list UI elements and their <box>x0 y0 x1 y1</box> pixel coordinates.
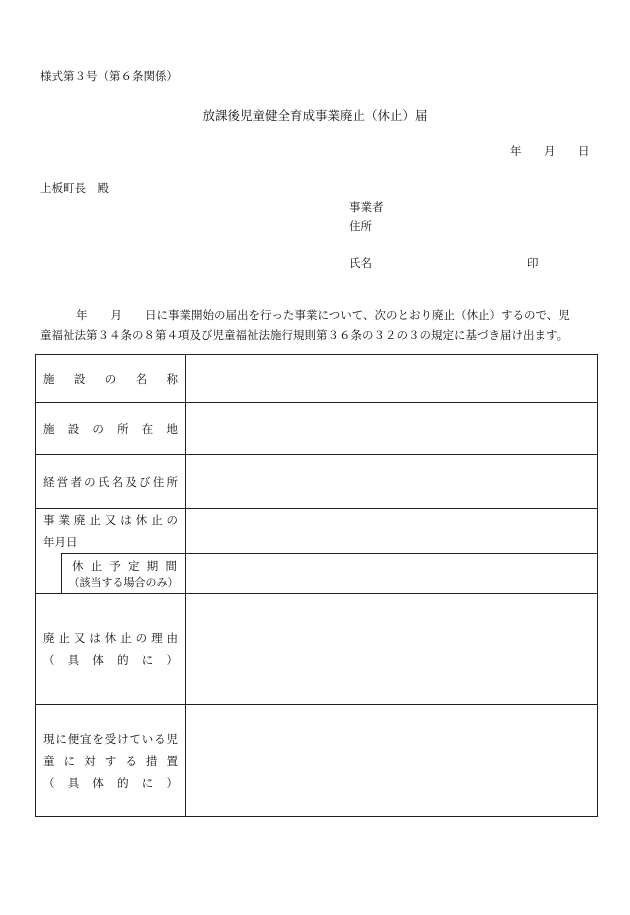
reason-label-text <box>36 627 185 671</box>
label-char: 称 <box>166 371 178 386</box>
label-char: い <box>141 731 154 746</box>
label-char: 氏 <box>97 474 110 489</box>
label-char: 的 <box>117 775 129 790</box>
label-char: す <box>104 753 117 768</box>
suspension-period-field[interactable] <box>186 554 598 594</box>
applicant-name-label: 氏名 <box>349 256 372 270</box>
label-char: 名 <box>111 474 124 489</box>
suspension-period-label <box>62 554 186 594</box>
label-char: 対 <box>84 753 96 768</box>
label-char: 受 <box>104 731 117 746</box>
label-char: 止 <box>151 513 163 527</box>
label-char: 設 <box>67 421 80 436</box>
label-char: 名 <box>135 371 148 386</box>
label-char: 経 <box>43 474 55 489</box>
addressee: 上板町長 殿 <box>40 181 109 195</box>
label-char: 所 <box>117 421 129 436</box>
body-text-line-1: 年 月 日に事業開始の届出を行った事業について、次のとおり廃止（休止）するので、児 <box>76 308 570 322</box>
label-char: 予 <box>109 558 121 573</box>
operator-label <box>36 455 186 509</box>
date-day-label: 日 <box>578 144 590 158</box>
label-char: は <box>120 513 132 527</box>
label-char: 休 <box>135 513 148 527</box>
table-row <box>36 554 598 594</box>
facility-location-label <box>36 403 186 455</box>
table-row <box>36 594 598 705</box>
reason-field[interactable] <box>186 594 598 705</box>
label-char: の <box>104 371 117 386</box>
facility-name-label-text <box>36 371 185 387</box>
label-char: 便 <box>67 731 80 746</box>
label-char: に <box>55 731 67 746</box>
facility-name-label <box>36 355 186 403</box>
form-title: 放課後児童健全育成事業廃止（休止）届 <box>202 108 428 123</box>
operator-label-text <box>36 474 185 490</box>
label-char: 期 <box>146 558 159 573</box>
label-char: る <box>125 753 137 768</box>
label-char: に <box>141 653 154 667</box>
table-row <box>36 355 598 403</box>
label-char: 児 <box>166 731 178 746</box>
label-char: ） <box>166 775 178 790</box>
label-char: 置 <box>166 753 178 768</box>
measures-line-1 <box>43 728 178 750</box>
abolition-date-label <box>36 509 186 554</box>
date-month-label: 月 <box>544 144 556 158</box>
label-char: に <box>63 753 76 768</box>
suspension-period-line-2: （該当する場合のみ） <box>68 575 179 589</box>
label-char: ） <box>166 653 178 667</box>
label-char: け <box>117 731 129 746</box>
label-char: の <box>84 474 96 489</box>
measures-label <box>36 705 186 817</box>
label-char: 体 <box>92 775 104 790</box>
label-char: 廃 <box>43 631 55 645</box>
measures-label-text <box>36 728 185 794</box>
measures-field[interactable] <box>186 705 598 817</box>
label-char: 又 <box>104 513 117 527</box>
label-char: 廃 <box>73 513 86 527</box>
label-char: 及 <box>125 474 137 489</box>
label-char: 宜 <box>80 731 92 746</box>
label-char: は <box>89 631 101 645</box>
measures-line-3 <box>43 772 178 794</box>
abolition-date-field[interactable] <box>186 509 598 554</box>
operator-field[interactable] <box>186 455 598 509</box>
applicant-address-label: 住所 <box>349 219 372 233</box>
label-char: 的 <box>117 653 129 667</box>
abolition-date-label-text <box>36 509 185 553</box>
label-char: 事 <box>43 513 55 527</box>
table-row <box>36 403 598 455</box>
label-char: び <box>139 474 151 489</box>
suspension-period-line-1 <box>62 558 185 574</box>
label-char: 理 <box>151 631 163 645</box>
label-char: て <box>129 731 141 746</box>
reason-line-2 <box>43 649 178 671</box>
label-char: 営 <box>56 474 69 489</box>
label-char: 定 <box>128 558 140 573</box>
label-char: 由 <box>166 631 178 645</box>
abolition-date-line-2: 年月日 <box>43 535 78 549</box>
label-char: の <box>135 631 148 645</box>
label-char: 在 <box>141 421 154 436</box>
label-char: 止 <box>90 558 103 573</box>
label-char: 休 <box>72 558 84 573</box>
facility-location-field[interactable] <box>186 403 598 455</box>
label-char: 間 <box>165 558 177 573</box>
table-row <box>36 509 598 554</box>
indent-spacer <box>36 554 62 594</box>
body-text-line-2: 童福祉法第３４条の８第４項及び児童福祉法施行規則第３６条の３２の３の規定に基づき届け出ます。 <box>40 328 569 342</box>
notification-form-table <box>35 354 598 817</box>
form-number: 様式第３号（第６条関係） <box>40 69 178 83</box>
label-char: 具 <box>67 653 80 667</box>
date-year-label: 年 <box>510 144 522 158</box>
label-char: 施 <box>43 421 55 436</box>
label-char: の <box>166 513 178 527</box>
label-char: を <box>92 731 104 746</box>
label-char: の <box>92 421 104 436</box>
label-char: に <box>141 775 154 790</box>
facility-name-field[interactable] <box>186 355 598 403</box>
reason-label <box>36 594 186 705</box>
label-char: 止 <box>58 631 70 645</box>
label-char: 住 <box>152 474 165 489</box>
reason-line-1 <box>43 627 178 649</box>
label-char: （ <box>43 775 55 790</box>
abolition-date-line-1 <box>43 509 178 531</box>
label-char: 又 <box>73 631 86 645</box>
label-char: る <box>154 731 166 746</box>
label-char: 具 <box>67 775 80 790</box>
label-char: 体 <box>92 653 104 667</box>
label-char: 設 <box>73 371 86 386</box>
label-char: 止 <box>89 513 101 527</box>
label-char: 休 <box>104 631 117 645</box>
table-row <box>36 455 598 509</box>
table-row <box>36 705 598 817</box>
label-char: （ <box>43 653 55 667</box>
seal-label: 印 <box>527 256 539 270</box>
facility-location-label-text <box>36 421 185 437</box>
label-char: 止 <box>120 631 132 645</box>
label-char: 童 <box>43 753 55 768</box>
label-char: 施 <box>43 371 55 386</box>
measures-line-2 <box>43 750 178 772</box>
label-char: 措 <box>145 753 158 768</box>
label-char: 地 <box>166 421 178 436</box>
label-char: 現 <box>43 731 55 746</box>
applicant-label: 事業者 <box>349 200 384 214</box>
label-char: 業 <box>58 513 70 527</box>
label-char: 者 <box>70 474 82 489</box>
label-char: 所 <box>166 474 178 489</box>
